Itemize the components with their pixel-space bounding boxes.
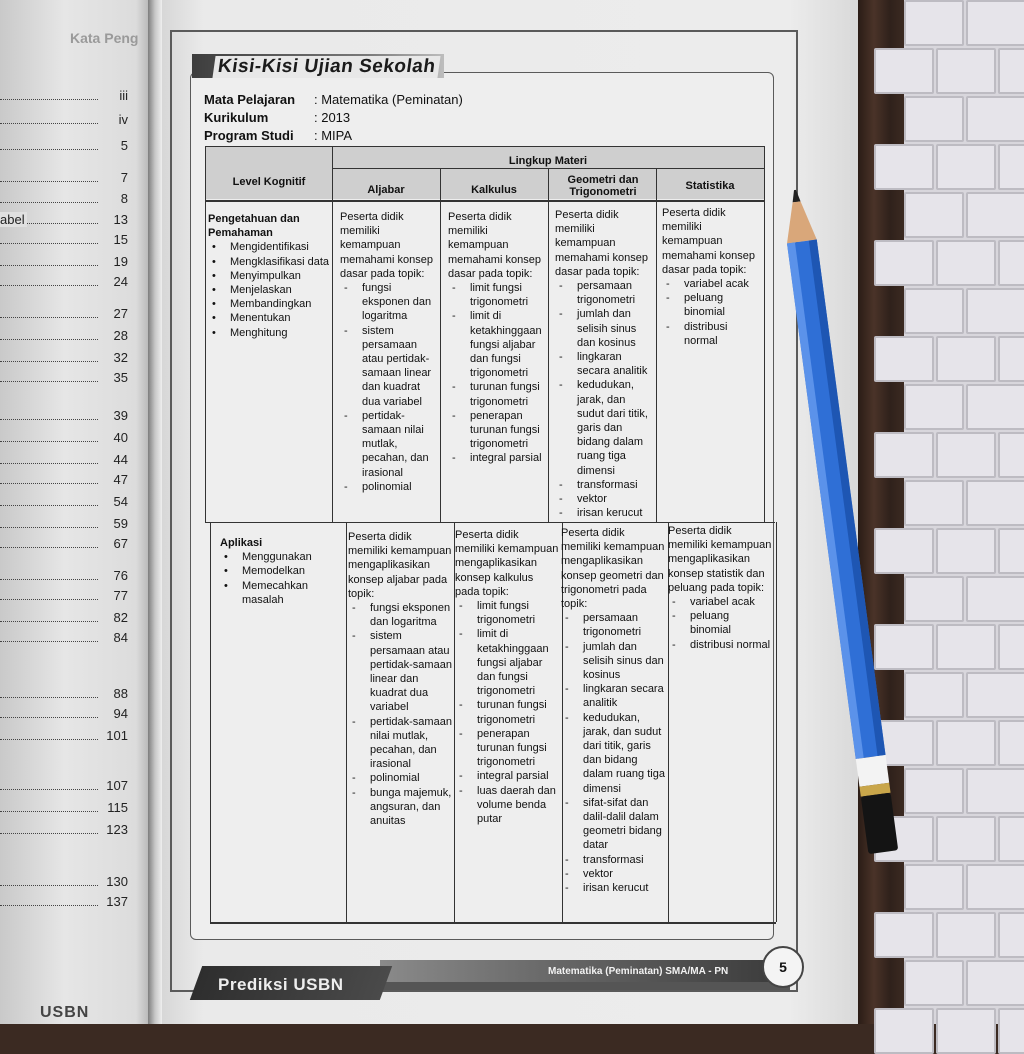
footer-series-name: Prediksi USBN bbox=[218, 975, 344, 994]
brick bbox=[998, 1008, 1024, 1054]
topic-item: - penerapan turunan fungsi trigonometri bbox=[448, 409, 548, 452]
meta-label: Program Studi bbox=[204, 128, 294, 143]
toc-leader-dots bbox=[0, 123, 98, 124]
toc-row bbox=[0, 370, 140, 388]
brick bbox=[998, 432, 1024, 478]
topic-list bbox=[561, 611, 665, 895]
brick bbox=[874, 912, 934, 958]
toc-leader-dots bbox=[0, 463, 98, 464]
grid-line bbox=[776, 522, 777, 922]
cell-intro: Peserta didik memiliki kemampuan memahami konsep dasar pada topik: bbox=[448, 211, 541, 280]
topic-item: - limit di ketakhinggaan fungsi aljabar dan fungsi trigonometri bbox=[448, 309, 548, 380]
toc-page-number: 130 bbox=[106, 874, 128, 889]
toc-row bbox=[0, 630, 140, 648]
toc-row bbox=[0, 452, 140, 470]
brick bbox=[936, 912, 996, 958]
topic-item: - sistem persamaan atau pertidak-samaan linear dan kuadrat dua variabel bbox=[340, 324, 440, 409]
toc-page-number: 8 bbox=[120, 191, 128, 206]
topic-item: - sifat-sifat dan dalil-dalil dalam geometri bidang datar bbox=[561, 796, 665, 853]
toc-leader-dots bbox=[0, 527, 98, 528]
cell-statistika-aplikasi bbox=[668, 524, 772, 652]
toc-page-number: iv bbox=[118, 112, 128, 127]
toc-leader-dots bbox=[0, 285, 98, 286]
cell-kalkulus-aplikasi bbox=[455, 528, 559, 826]
grid-line bbox=[210, 522, 211, 922]
brick bbox=[966, 480, 1024, 526]
page-title: Kisi-Kisi Ujian Sekolah bbox=[212, 56, 440, 78]
toc-page-number: 39 bbox=[113, 408, 128, 423]
toc-page-number: 24 bbox=[113, 274, 128, 289]
grid-line bbox=[346, 522, 347, 922]
toc-leader-dots bbox=[0, 361, 98, 362]
brick bbox=[874, 432, 934, 478]
level-title: Aplikasi bbox=[220, 537, 263, 549]
toc-page-number: 123 bbox=[106, 822, 128, 837]
topic-item: - limit di ketakhinggaan fungsi aljabar dan fungsi trigonometri bbox=[455, 627, 559, 698]
brick bbox=[904, 960, 964, 1006]
cell-aljabar-aplikasi bbox=[348, 530, 452, 828]
topic-item: - jumlah dan selisih sinus dan kosinus bbox=[555, 307, 655, 350]
topic-item: - variabel acak bbox=[668, 595, 772, 609]
brick bbox=[904, 768, 964, 814]
grid-line bbox=[205, 522, 775, 523]
level-item: • Mengidentifikasi bbox=[208, 240, 330, 254]
brick bbox=[904, 480, 964, 526]
toc-leader-dots bbox=[0, 243, 98, 244]
brick bbox=[966, 960, 1024, 1006]
toc-page-number: 7 bbox=[120, 170, 128, 185]
brick bbox=[998, 240, 1024, 286]
toc-page-number: 28 bbox=[113, 328, 128, 343]
brick bbox=[936, 144, 996, 190]
topic-item: - transformasi bbox=[561, 853, 665, 867]
brick bbox=[966, 384, 1024, 430]
brick bbox=[936, 48, 996, 94]
toc-page-number: 54 bbox=[113, 494, 128, 509]
toc-leader-dots bbox=[0, 789, 98, 790]
topic-item: - lingkaran secara analitik bbox=[561, 682, 665, 710]
toc-row bbox=[0, 328, 140, 346]
level-cell-aplikasi bbox=[220, 536, 344, 607]
left-page-footer: USBN bbox=[40, 1004, 90, 1021]
cell-intro: Peserta didik memiliki kemampuan mengaplikasikan konsep geometri dan trigonometri pada topik: bbox=[561, 527, 665, 611]
brick bbox=[936, 720, 996, 766]
brick bbox=[966, 864, 1024, 910]
grid-line bbox=[332, 146, 333, 522]
topic-item: - kedudukan, jarak, dan sudut dari titik, garis dan bidang dalam ruang tiga dimensi bbox=[561, 711, 665, 796]
grid-line bbox=[548, 168, 549, 522]
brick bbox=[904, 0, 964, 46]
header-statistika: Statistika bbox=[685, 180, 735, 192]
grid-line bbox=[764, 146, 765, 522]
toc-page-number: 94 bbox=[113, 706, 128, 721]
header-aljabar: Aljabar bbox=[367, 184, 405, 196]
topic-item: - luas daerah dan volume benda putar bbox=[455, 784, 559, 827]
brick bbox=[998, 816, 1024, 862]
brick bbox=[936, 528, 996, 574]
topic-item: - persamaan trigonometri bbox=[561, 611, 665, 639]
toc-page-number: 137 bbox=[106, 894, 128, 909]
toc-page-number: 84 bbox=[113, 630, 128, 645]
brick bbox=[966, 576, 1024, 622]
header-kalkulus: Kalkulus bbox=[471, 184, 517, 196]
topic-list bbox=[448, 281, 548, 466]
toc-leader-dots bbox=[0, 599, 98, 600]
level-item: • Menyimpulkan bbox=[208, 269, 330, 283]
toc-row bbox=[0, 212, 140, 230]
brick bbox=[966, 96, 1024, 142]
topic-item: - variabel acak bbox=[662, 277, 762, 291]
topic-item: - vektor bbox=[561, 867, 665, 881]
toc-row bbox=[0, 778, 140, 796]
level-item: • Membandingkan bbox=[208, 297, 330, 311]
topic-list bbox=[340, 281, 440, 494]
brick bbox=[936, 240, 996, 286]
topic-item: - peluang binomial bbox=[668, 609, 772, 637]
book-gutter bbox=[148, 0, 162, 1024]
brick bbox=[998, 624, 1024, 670]
toc-leader-dots bbox=[0, 505, 98, 506]
toc-row bbox=[0, 728, 140, 746]
meta-label: Kurikulum bbox=[204, 110, 269, 125]
brick bbox=[998, 912, 1024, 958]
topic-item: - pertidak-samaan nilai mutlak, pecahan, dan irasional bbox=[340, 409, 440, 480]
toc-row bbox=[0, 822, 140, 840]
topic-item: - fungsi eksponen dan logaritma bbox=[348, 601, 452, 629]
toc-row bbox=[0, 800, 140, 818]
topic-item: - kedudukan, jarak, dan sudut dari titik, garis dan bidang dalam ruang tiga dimensi bbox=[555, 378, 655, 477]
toc-row bbox=[0, 254, 140, 272]
toc-row bbox=[0, 112, 140, 130]
toc-row bbox=[0, 610, 140, 628]
toc-page-number: 47 bbox=[113, 472, 128, 487]
topic-list bbox=[348, 601, 452, 828]
toc-row bbox=[0, 472, 140, 490]
topic-item: - distribusi normal bbox=[662, 320, 762, 348]
toc-row bbox=[0, 408, 140, 426]
toc-row bbox=[0, 686, 140, 704]
brick bbox=[874, 720, 934, 766]
page-number: 5 bbox=[762, 946, 804, 988]
level-cell-pengetahuan bbox=[208, 212, 330, 340]
toc-page-number: 15 bbox=[113, 232, 128, 247]
topic-item: - turunan fungsi trigonometri bbox=[455, 698, 559, 726]
brick bbox=[904, 192, 964, 238]
level-item: • Menghitung bbox=[208, 326, 330, 340]
brick bbox=[904, 672, 964, 718]
topic-item: - lingkaran secara analitik bbox=[555, 350, 655, 378]
header-lingkup-materi: Lingkup Materi bbox=[508, 155, 588, 167]
toc-row bbox=[0, 874, 140, 892]
toc-leader-dots bbox=[0, 317, 98, 318]
toc-leader-dots bbox=[0, 149, 98, 150]
topic-item: - fungsi eksponen dan logaritma bbox=[340, 281, 440, 324]
toc-leader-dots bbox=[0, 697, 98, 698]
meta-value: : MIPA bbox=[314, 128, 353, 143]
topic-item: - sistem persamaan atau pertidak-samaan linear dan kuadrat dua variabel bbox=[348, 629, 452, 714]
toc-leader-dots bbox=[0, 339, 98, 340]
grid-line bbox=[440, 168, 441, 522]
level-item: • Memodelkan bbox=[220, 564, 344, 578]
topic-list bbox=[555, 279, 655, 520]
topic-item: - irisan kerucut bbox=[555, 506, 655, 520]
meta-value: : 2013 bbox=[314, 110, 351, 125]
toc-page-number: 13 bbox=[113, 212, 128, 227]
topic-list bbox=[668, 595, 772, 652]
level-item: • Menggunakan bbox=[220, 550, 344, 564]
brick bbox=[998, 528, 1024, 574]
toc-page-number: 19 bbox=[113, 254, 128, 269]
topic-list bbox=[662, 277, 762, 348]
toc-page-number: 32 bbox=[113, 350, 128, 365]
toc-leader-dots bbox=[0, 419, 98, 420]
brick bbox=[874, 816, 934, 862]
toc-leader-dots bbox=[0, 621, 98, 622]
toc-leader-dots bbox=[0, 202, 98, 203]
topic-item: - integral parsial bbox=[455, 769, 559, 783]
toc-leader-dots bbox=[0, 381, 98, 382]
topic-item: - limit fungsi trigonometri bbox=[455, 599, 559, 627]
toc-page-number: iii bbox=[119, 88, 128, 103]
topic-item: - penerapan turunan fungsi trigonometri bbox=[455, 727, 559, 770]
cell-intro: Peserta didik memiliki kemampuan memahami konsep dasar pada topik: bbox=[555, 209, 648, 278]
toc-page-number: 88 bbox=[113, 686, 128, 701]
topic-item: - integral parsial bbox=[448, 451, 548, 465]
toc-row bbox=[0, 894, 140, 912]
topic-item: - vektor bbox=[555, 492, 655, 506]
toc-leader-dots bbox=[0, 579, 98, 580]
cell-statistika-pemahaman bbox=[662, 206, 762, 348]
topic-list bbox=[455, 599, 559, 826]
cell-intro: Peserta didik memiliki kemampuan memahami konsep dasar pada topik: bbox=[340, 211, 433, 280]
footer-subject: Matematika (Peminatan) SMA/MA - PN bbox=[548, 966, 729, 977]
toc-row bbox=[0, 88, 140, 106]
topic-item: - polinomial bbox=[340, 480, 440, 494]
topic-item: - transformasi bbox=[555, 478, 655, 492]
brick bbox=[966, 768, 1024, 814]
brick bbox=[936, 624, 996, 670]
brick bbox=[904, 576, 964, 622]
brick bbox=[874, 624, 934, 670]
level-item: • Memecahkan masalah bbox=[220, 579, 344, 607]
brick bbox=[936, 432, 996, 478]
header-level-kognitif: Level Kognitif bbox=[232, 176, 306, 188]
toc-row bbox=[0, 170, 140, 188]
cell-intro: Peserta didik memiliki kemampuan mengaplikasikan konsep aljabar pada topik: bbox=[348, 531, 452, 600]
brick bbox=[936, 336, 996, 382]
brick bbox=[966, 288, 1024, 334]
brick bbox=[874, 48, 934, 94]
topic-item: - limit fungsi trigonometri bbox=[448, 281, 548, 309]
toc-leader-dots bbox=[0, 547, 98, 548]
cell-intro: Peserta didik memiliki kemampuan mengaplikasikan konsep kalkulus pada topik: bbox=[455, 529, 559, 598]
topic-item: - bunga majemuk, angsuran, dan anuitas bbox=[348, 786, 452, 829]
cell-aljabar-pemahaman bbox=[340, 210, 440, 494]
meta-value: : Matematika (Peminatan) bbox=[314, 92, 463, 107]
brick bbox=[998, 48, 1024, 94]
grid-line bbox=[205, 146, 206, 522]
toc-page-number: 107 bbox=[106, 778, 128, 793]
toc-row bbox=[0, 588, 140, 606]
brick bbox=[966, 672, 1024, 718]
level-item: • Menjelaskan bbox=[208, 283, 330, 297]
grid-line bbox=[210, 922, 776, 924]
toc-row bbox=[0, 536, 140, 554]
toc-leader-dots bbox=[0, 811, 98, 812]
left-page-header: Kata Peng bbox=[70, 30, 139, 46]
brick bbox=[874, 144, 934, 190]
brick bbox=[966, 0, 1024, 46]
brick bbox=[874, 336, 934, 382]
topic-item: - polinomial bbox=[348, 771, 452, 785]
cell-intro: Peserta didik memiliki kemampuan memahami konsep dasar pada topik: bbox=[662, 207, 755, 276]
cell-intro: Peserta didik memiliki kemampuan mengaplikasikan konsep statistik dan peluang pada topik: bbox=[668, 525, 772, 594]
brick bbox=[904, 96, 964, 142]
level-item: • Menentukan bbox=[208, 311, 330, 325]
brick bbox=[904, 288, 964, 334]
topic-item: - jumlah dan selisih sinus dan kosinus bbox=[561, 640, 665, 683]
brick bbox=[874, 240, 934, 286]
level-title: Pengetahuan dan Pemahaman bbox=[208, 213, 300, 240]
brick bbox=[966, 192, 1024, 238]
toc-label: abel bbox=[0, 212, 25, 227]
toc-page-number: 40 bbox=[113, 430, 128, 445]
header-geometri: Geometri dan Trigonometri bbox=[567, 174, 639, 198]
toc-page-number: 77 bbox=[113, 588, 128, 603]
toc-page-number: 115 bbox=[107, 800, 128, 815]
toc-page-number: 101 bbox=[106, 728, 128, 743]
brick-wall bbox=[904, 0, 1024, 1024]
toc-leader-dots bbox=[0, 265, 98, 266]
toc-row bbox=[0, 138, 140, 156]
toc-page-number: 44 bbox=[113, 452, 128, 467]
toc-leader-dots bbox=[0, 483, 98, 484]
cell-geometri-aplikasi bbox=[561, 526, 665, 895]
topic-item: - irisan kerucut bbox=[561, 881, 665, 895]
topic-item: - peluang binomial bbox=[662, 291, 762, 319]
toc-leader-dots bbox=[0, 905, 98, 906]
toc-row bbox=[0, 232, 140, 250]
toc-leader-dots bbox=[0, 739, 98, 740]
grid-line bbox=[656, 168, 657, 522]
brick bbox=[998, 336, 1024, 382]
toc-page-number: 5 bbox=[120, 138, 128, 153]
toc-page-number: 27 bbox=[113, 306, 128, 321]
brick bbox=[936, 816, 996, 862]
toc-leader-dots bbox=[0, 99, 98, 100]
toc-leader-dots bbox=[0, 833, 98, 834]
brick bbox=[998, 720, 1024, 766]
toc-row bbox=[0, 516, 140, 534]
brick bbox=[904, 384, 964, 430]
toc-leader-dots bbox=[0, 441, 98, 442]
toc-page-number: 76 bbox=[113, 568, 128, 583]
brick bbox=[874, 1008, 934, 1054]
toc-leader-dots bbox=[0, 885, 98, 886]
toc-page-number: 67 bbox=[113, 536, 128, 551]
topic-item: - turunan fungsi trigonometri bbox=[448, 380, 548, 408]
toc-page-number: 59 bbox=[113, 516, 128, 531]
topic-item: - pertidak-samaan nilai mutlak, pecahan, dan irasional bbox=[348, 715, 452, 772]
topic-item: - persamaan trigonometri bbox=[555, 279, 655, 307]
toc-row bbox=[0, 306, 140, 324]
brick bbox=[904, 864, 964, 910]
grid-line bbox=[205, 200, 765, 202]
toc-leader-dots bbox=[0, 641, 98, 642]
toc-row bbox=[0, 568, 140, 586]
toc-row bbox=[0, 274, 140, 292]
toc-row bbox=[0, 494, 140, 512]
toc-row bbox=[0, 430, 140, 448]
meta-label: Mata Pelajaran bbox=[204, 92, 296, 107]
toc-page-number: 82 bbox=[113, 610, 128, 625]
grid-line bbox=[205, 146, 765, 147]
toc-row bbox=[0, 706, 140, 724]
cell-geometri-pemahaman bbox=[555, 208, 655, 520]
toc-row bbox=[0, 191, 140, 209]
level-item: • Mengklasifikasi data bbox=[208, 255, 330, 269]
toc-row bbox=[0, 350, 140, 368]
toc-page-number: 35 bbox=[113, 370, 128, 385]
toc-leader-dots bbox=[0, 181, 98, 182]
toc-leader-dots bbox=[0, 717, 98, 718]
cell-kalkulus-pemahaman bbox=[448, 210, 548, 466]
brick bbox=[998, 144, 1024, 190]
brick bbox=[936, 1008, 996, 1054]
topic-item: - distribusi normal bbox=[668, 638, 772, 652]
footer-stripe bbox=[380, 982, 790, 990]
brick bbox=[874, 528, 934, 574]
